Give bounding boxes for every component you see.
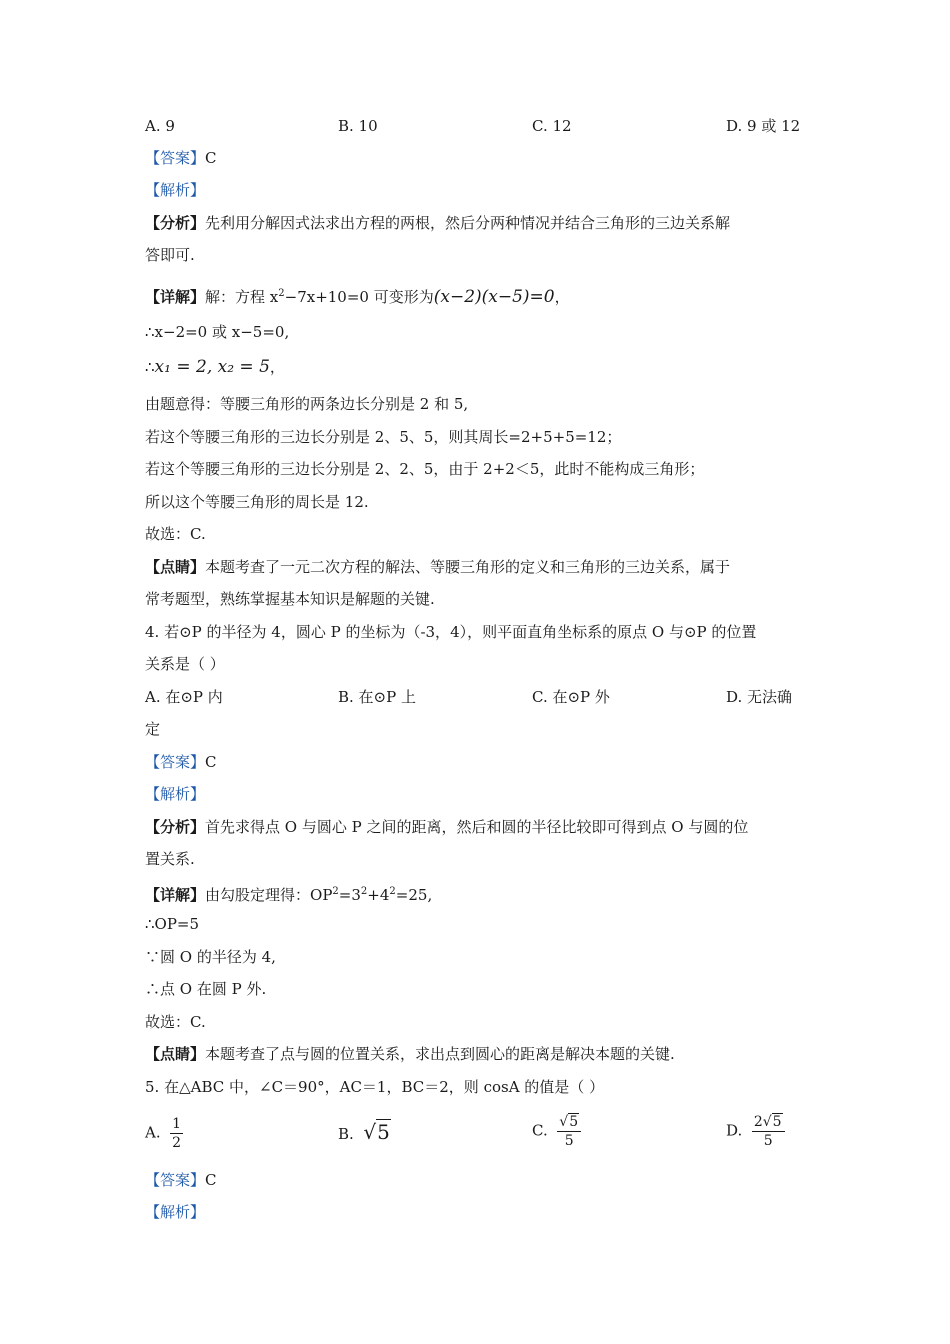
q4-option-b: B. 在⊙P 上 [338, 688, 416, 706]
option-label: A. [145, 1123, 161, 1142]
q3-analysis-tag: 【解析】 [145, 181, 206, 199]
sqrt-expression: √5 [762, 1114, 782, 1130]
q3-option-d: D. 9 或 12 [726, 117, 801, 135]
detail-text-a: 解：方程 x [205, 288, 279, 306]
detail-text-d: =25, [395, 886, 433, 904]
q3-fenxi-1 [145, 213, 730, 233]
numerator [752, 1113, 785, 1132]
detail-text-b: =3 [338, 886, 361, 904]
answer-value: C [205, 753, 217, 771]
denominator: 2 [172, 1135, 182, 1151]
detail-tag: 【详解】 [145, 886, 206, 904]
q3-option-a: A. 9 [145, 117, 175, 135]
q4-line-3: ∵圆 O 的半径为 4, [145, 948, 276, 966]
answer-tag: 【答案】 [145, 1171, 206, 1189]
detail-tag: 【详解】 [145, 288, 206, 306]
detail-text-a: 由勾股定理得：OP [205, 886, 333, 904]
q3-line-5: 若这个等腰三角形的三边长分别是 2、5、5，则其周长=2+5+5=12； [145, 428, 622, 446]
q3-line-4: 由题意得：等腰三角形的两条边长分别是 2 和 5, [145, 395, 469, 413]
option-label: C. [532, 1121, 548, 1140]
q3-fenxi-2: 答即可. [145, 246, 195, 264]
q5-stem: 5. 在△ABC 中，∠C＝90°，AC＝1，BC＝2，则 cosA 的值是（ ） [145, 1078, 605, 1096]
fenxi-tag: 【分析】 [145, 214, 206, 232]
fraction [557, 1113, 581, 1150]
answer-tag: 【答案】 [145, 149, 206, 167]
answer-value: C [205, 149, 217, 167]
option-label: B. [338, 1125, 354, 1143]
q3-line-2: ∴x−2=0 或 x−5=0, [145, 323, 290, 341]
q4-stem-2: 关系是（ ） [145, 655, 225, 673]
q3-dianjing-1 [145, 557, 730, 577]
q4-line-2: ∴OP=5 [145, 915, 200, 933]
fenxi-text: 首先求得点 O 与圆心 P 之间的距离，然后和圆的半径比较即可得到点 O 与圆的位 [205, 818, 749, 836]
detail-text-c: +4 [367, 886, 390, 904]
q4-option-d-cont: 定 [145, 720, 161, 738]
superscript: 2 [360, 886, 368, 897]
q4-detail-1 [145, 882, 432, 905]
q3-option-c: C. 12 [532, 117, 572, 135]
q4-analysis-tag: 【解析】 [145, 785, 206, 803]
fraction [752, 1113, 785, 1150]
fenxi-text: 先利用分解因式法求出方程的两根，然后分两种情况并结合三角形的三边关系解 [205, 214, 731, 232]
q4-fenxi-1 [145, 817, 748, 837]
q4-line-5: 故选：C. [145, 1013, 206, 1031]
q5-option-b [338, 1122, 391, 1144]
fraction [170, 1115, 183, 1152]
answer-value: C [205, 1171, 217, 1189]
q4-option-a: A. 在⊙P 内 [145, 688, 223, 706]
dianjing-text: 本题考查了点与圆的位置关系，求出点到圆心的距离是解决本题的关键. [205, 1045, 675, 1063]
coefficient: 2 [753, 1114, 763, 1130]
superscript: 2 [332, 886, 339, 897]
q4-line-4: ∴点 O 在圆 P 外. [145, 980, 267, 998]
q5-analysis-tag: 【解析】 [145, 1203, 206, 1221]
q5-option-c [532, 1113, 581, 1150]
roots-equation: x₁ = 2, x₂ = 5 [154, 357, 270, 377]
q3-line-7: 所以这个等腰三角形的周长是 12. [145, 493, 369, 511]
radicand: 5 [377, 1120, 390, 1144]
detail-text-c: ， [554, 288, 570, 306]
comma: ， [269, 358, 285, 376]
q4-fenxi-2: 置关系. [145, 850, 195, 868]
q3-answer [145, 148, 217, 168]
q5-option-d [726, 1113, 785, 1150]
dianjing-tag: 【点睛】 [145, 1045, 206, 1063]
superscript: 2 [278, 288, 285, 299]
q3-line-3 [145, 357, 285, 377]
superscript: 2 [389, 886, 396, 897]
dianjing-tag: 【点睛】 [145, 558, 206, 576]
dianjing-text: 本题考查了一元二次方程的解法、等腰三角形的定义和三角形的三边关系，属于 [205, 558, 731, 576]
sqrt-expression: √5 [363, 1120, 390, 1144]
radicand: 5 [772, 1114, 782, 1130]
q3-line-6: 若这个等腰三角形的三边长分别是 2、2、5，由于 2+2＜5，此时不能构成三角形； [145, 460, 705, 478]
q4-dianjing-1 [145, 1044, 675, 1064]
q3-dianjing-2: 常考题型，熟练掌握基本知识是解题的关键. [145, 590, 435, 608]
therefore-sign: ∴ [145, 358, 155, 376]
q3-line-8: 故选：C. [145, 525, 206, 543]
option-label: D. [726, 1121, 743, 1140]
numerator: 1 [172, 1116, 182, 1132]
answer-tag: 【答案】 [145, 753, 206, 771]
q5-answer [145, 1170, 217, 1190]
denominator: 5 [763, 1133, 773, 1149]
q4-option-c: C. 在⊙P 外 [532, 688, 610, 706]
q3-option-b: B. 10 [338, 117, 378, 135]
q4-stem-1: 4. 若⊙P 的半径为 4，圆心 P 的坐标为（-3，4），则平面直角坐标系的原点 O 与⊙P 的位置 [145, 623, 757, 641]
radicand: 5 [569, 1114, 579, 1130]
q3-detail-1 [145, 284, 570, 307]
sqrt-expression: √5 [559, 1114, 579, 1130]
q4-option-d: D. 无法确 [726, 688, 793, 706]
q5-option-a [145, 1115, 183, 1152]
numerator [557, 1113, 581, 1132]
detail-text-b: −7x+10=0 可变形为 [284, 288, 434, 306]
fenxi-tag: 【分析】 [145, 818, 206, 836]
q4-answer [145, 752, 217, 772]
factored-equation: (x−2)(x−5)=0 [433, 287, 555, 307]
denominator: 5 [564, 1133, 574, 1149]
